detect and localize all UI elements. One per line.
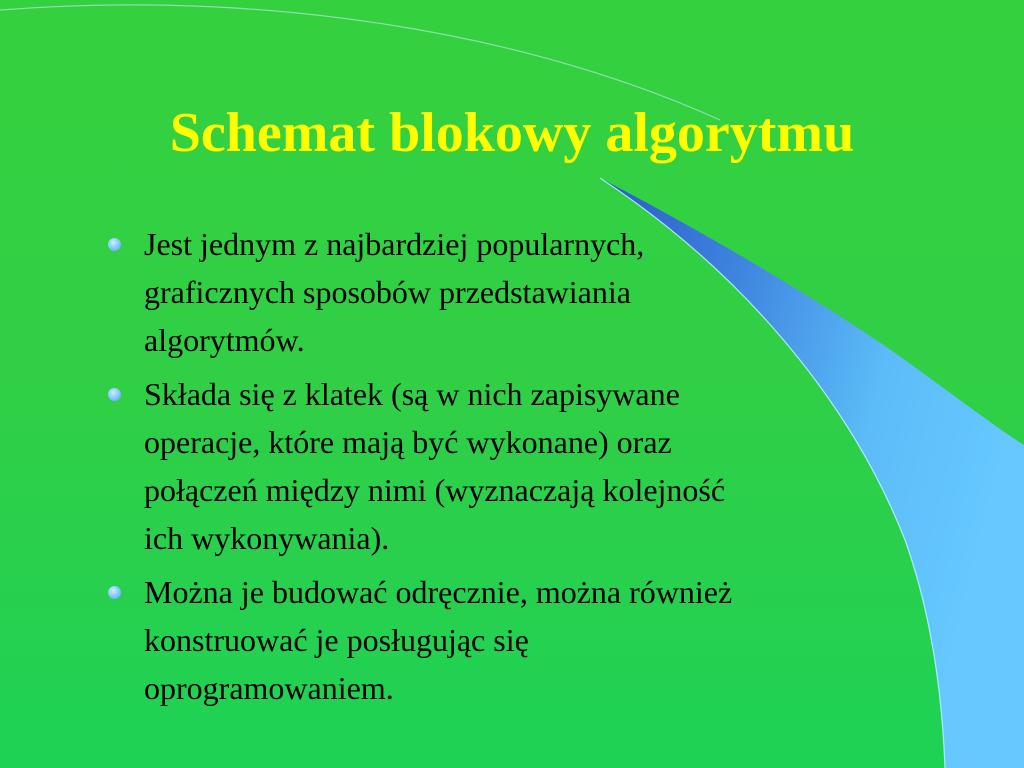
bullet-dot-icon [108,238,121,251]
bullet-text: Składa się z klatek (są w nich zapisywane operacje, które mają być wykonane) oraz połączeń między nimi (wyznaczają kolejność ich wykonywania). [144,376,726,556]
bullet-item [104,568,964,712]
bullet-list [104,220,964,718]
bullet-dot-icon [108,388,121,401]
bullet-dot-icon [108,586,121,599]
bullet-item [104,370,964,562]
bullet-text: Można je budować odręcznie, można również konstruować je posługując się oprogramowaniem. [144,574,733,706]
slide-title: Schemat blokowy algorytmu [169,102,855,164]
bullet-text: Jest jednym z najbardziej popularnych, graficznych sposobów przedstawiania algorytmów. [144,226,645,358]
bullet-item [104,220,964,364]
